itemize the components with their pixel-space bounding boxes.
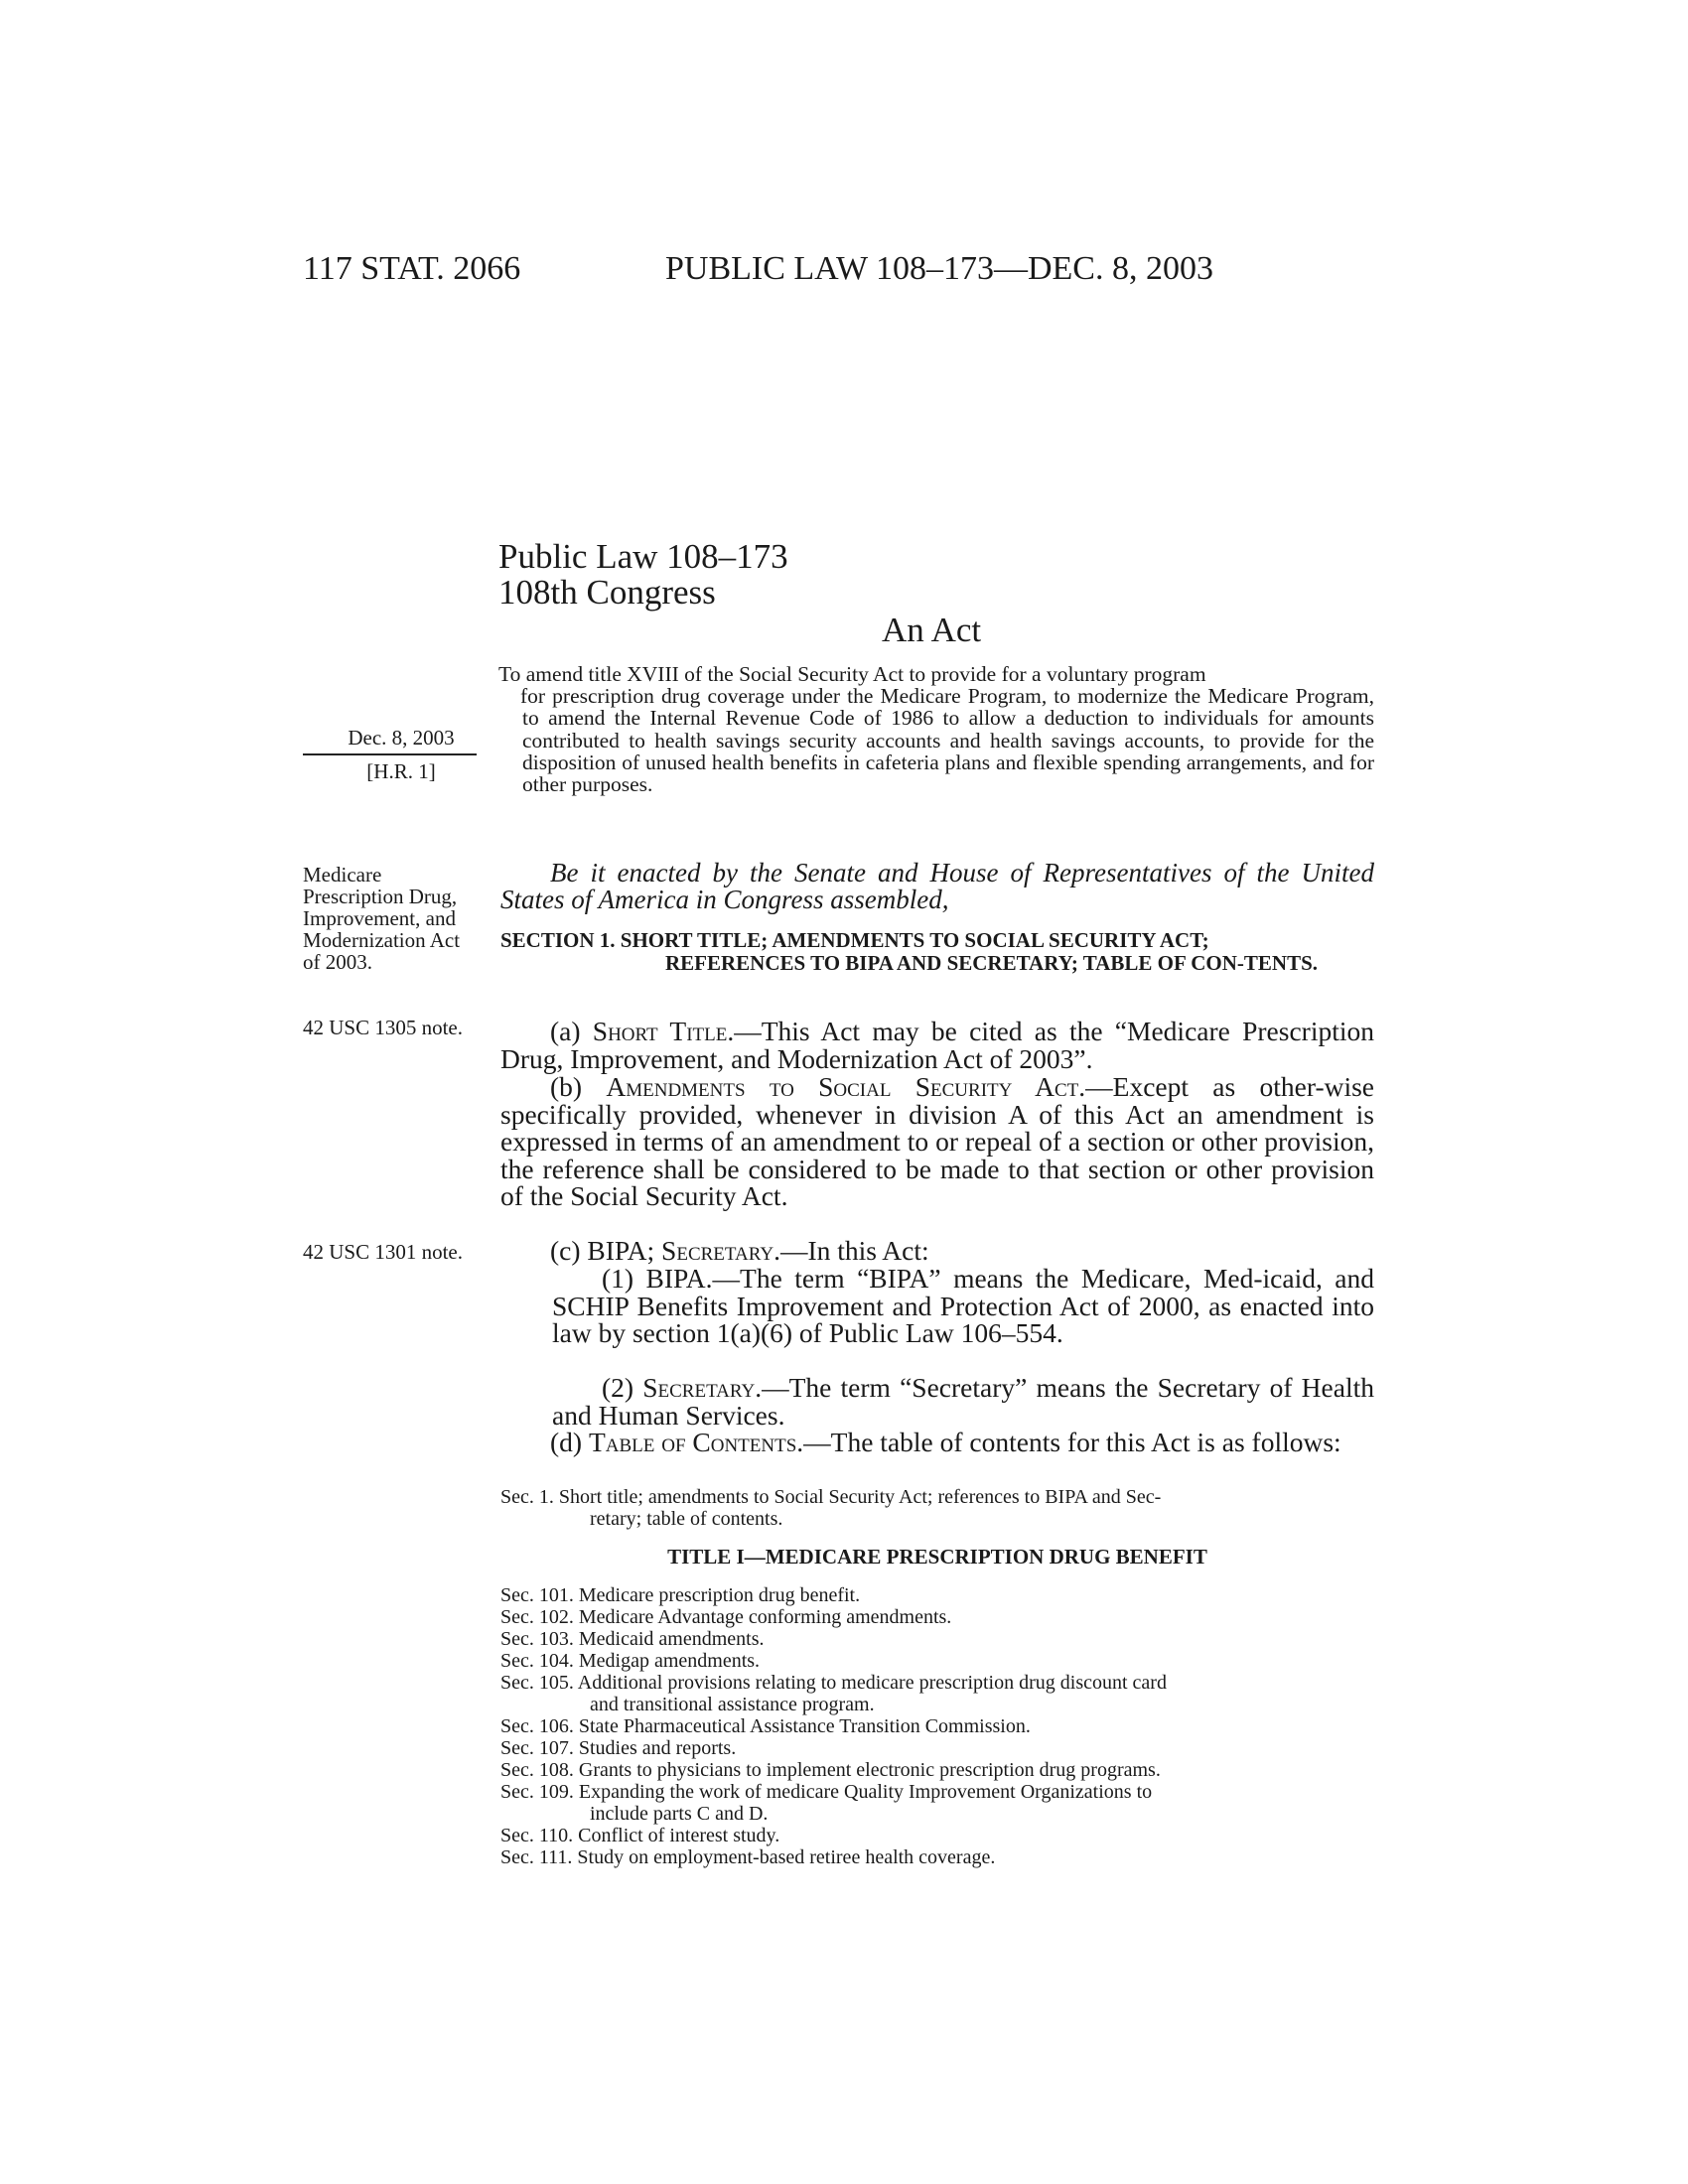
- toc-entry: [500, 1628, 1374, 1650]
- paragraph-label: (a): [550, 1016, 593, 1046]
- paragraph-heading: Secretary: [642, 1372, 756, 1403]
- toc-entry: [500, 1825, 1374, 1846]
- toc-entry: [500, 1846, 1374, 1868]
- toc-entry-text: Sec. 109. Expanding the work of medicare Quality Improvement Organizations to: [500, 1781, 1153, 1803]
- paragraph-label: (c) BIPA;: [550, 1235, 662, 1266]
- public-law-number: Public Law 108–173: [498, 537, 788, 576]
- act-purpose: [500, 663, 1374, 795]
- paragraph-text: .—This Act may be cited as the “Medicare Prescription Drug, Improvement, and Modernization Act of 2003”.: [500, 1016, 1374, 1074]
- toc-entry-text: Sec. 110. Conflict of interest study.: [500, 1825, 780, 1846]
- paragraph-label: (2): [602, 1372, 643, 1403]
- section-1-heading-rest: REFERENCES TO BIPA AND SECRETARY; TABLE OF CON-TENTS.: [665, 951, 1319, 975]
- toc-entry-continuation: include parts C and D.: [590, 1803, 769, 1825]
- toc-entry-sec-1: [500, 1486, 1374, 1530]
- congress-label: 108th Congress: [498, 573, 716, 612]
- toc-entry-text: Sec. 105. Additional provisions relating to medicare prescription drug discount card: [500, 1672, 1167, 1694]
- paragraph-heading: Short Title: [592, 1016, 728, 1046]
- section-1-heading-lead: SECTION 1. SHORT TITLE; AMENDMENTS TO SOCIAL SECURITY ACT;: [500, 928, 1209, 952]
- toc-entry: [500, 1759, 1374, 1781]
- margin-usc-note: 42 USC 1305 note.: [303, 1016, 464, 1039]
- running-header-title: PUBLIC LAW 108–173—DEC. 8, 2003: [665, 250, 1213, 287]
- paragraph-text: .—Except as other-wise specifically provided, whenever in division A of this Act an amendment is expressed in terms of an amendment to or repeal of a section or other provision, the reference shall be considered to be made to that section or other provision of the Social Security Act.: [500, 1071, 1375, 1211]
- toc-entry: [500, 1781, 1374, 1825]
- margin-bill-number: [H.R. 1]: [366, 759, 436, 783]
- toc-entry-text: Sec. 101. Medicare prescription drug benefit.: [500, 1584, 861, 1606]
- toc-entry: [500, 1672, 1374, 1715]
- paragraph-text: .—The table of contents for this Act is as follows:: [796, 1427, 1341, 1457]
- toc-entry-text: Sec. 111. Study on employment-based retiree health coverage.: [500, 1846, 996, 1868]
- purpose-first-line: To amend title XVIII of the Social Security Act to provide for a voluntary program: [498, 662, 1206, 686]
- paragraph-d: [500, 1429, 1374, 1456]
- toc-entry-text: Sec. 102. Medicare Advantage conforming amendments.: [500, 1606, 952, 1628]
- toc-entry-text: Sec. 108. Grants to physicians to implement electronic prescription drug programs.: [500, 1759, 1161, 1781]
- margin-usc-note: 42 USC 1301 note.: [303, 1240, 464, 1264]
- paragraph-c: [500, 1237, 1374, 1265]
- paragraph-heading: Table of Contents: [588, 1427, 797, 1457]
- paragraph-a: [500, 1018, 1374, 1072]
- toc-entry-text: Sec. 107. Studies and reports.: [500, 1737, 737, 1759]
- margin-short-title-note: Medicare Prescription Drug, Improvement, and Modernization Act of 2003.: [303, 863, 461, 974]
- paragraph-heading: Secretary: [661, 1235, 774, 1266]
- paragraph-c1: [552, 1265, 1374, 1347]
- paragraph-label: (1) BIPA: [602, 1263, 706, 1294]
- toc-entry: [500, 1606, 1374, 1628]
- paragraph-text: .—In this Act:: [774, 1235, 929, 1266]
- toc-entry-continuation: and transitional assistance program.: [590, 1694, 875, 1715]
- paragraph-label: (d): [550, 1427, 589, 1457]
- toc-entry-text: Sec. 106. State Pharmaceutical Assistance Transition Commission.: [500, 1715, 1031, 1737]
- paragraph-c2: [552, 1374, 1374, 1429]
- toc-entry-text: Sec. 103. Medicaid amendments.: [500, 1628, 765, 1650]
- toc-entry: [500, 1584, 1374, 1606]
- paragraph-b: [500, 1073, 1374, 1210]
- toc-entry-continuation: retary; table of contents.: [590, 1508, 783, 1530]
- enacting-clause: Be it enacted by the Senate and House of Representatives of the United States of America in Congress assembled,: [500, 858, 1374, 914]
- paragraph-text: .—The term “Secretary” means the Secretary of Health and Human Services.: [552, 1372, 1374, 1431]
- an-act-heading: An Act: [882, 611, 982, 649]
- paragraph-text: .—The term “BIPA” means the Medicare, Med-icaid, and SCHIP Benefits Improvement and Protection Act of 2000, as enacted into law by section 1(a)(6) of Public Law 106–554.: [552, 1263, 1375, 1348]
- section-1-heading: [500, 929, 1374, 975]
- toc-entry: [500, 1737, 1374, 1759]
- margin-divider: [303, 753, 477, 755]
- running-header-page-ref: 117 STAT. 2066: [303, 250, 521, 287]
- paragraph-label: (b): [550, 1071, 607, 1102]
- paragraph-heading: Amendments to Social Security Act: [606, 1071, 1079, 1102]
- margin-approval-date: Dec. 8, 2003: [348, 726, 455, 750]
- purpose-continuation: for prescription drug coverage under the Medicare Program, to modernize the Medicare Program, to amend the Internal Revenue Code of 1986 to allow a deduction to individuals for amounts contributed to health savings security accounts and health savings accounts, to provide for the disposition of unused health benefits in cafeteria plans and flexible spending arrangements, and for other purposes.: [520, 684, 1374, 797]
- toc-title-i-heading: TITLE I—MEDICARE PRESCRIPTION DRUG BENEFIT: [667, 1545, 1207, 1569]
- toc-list: [500, 1584, 1374, 1868]
- toc-entry: [500, 1650, 1374, 1672]
- toc-entry-text: Sec. 104. Medigap amendments.: [500, 1650, 761, 1672]
- toc-entry-text: Sec. 1. Short title; amendments to Social Security Act; references to BIPA and Sec-: [500, 1486, 1162, 1508]
- toc-entry: [500, 1715, 1374, 1737]
